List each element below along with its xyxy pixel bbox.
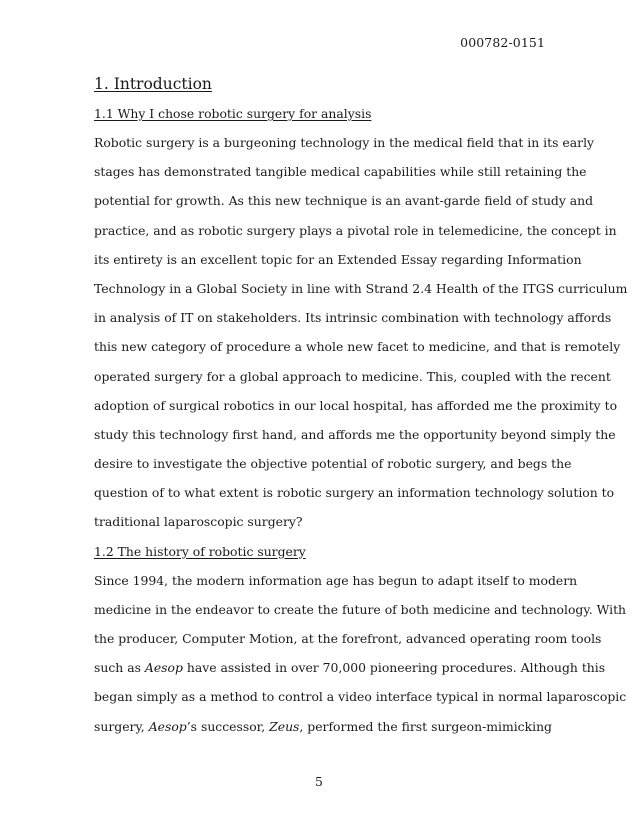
italic-term-zeus: Zeus xyxy=(269,718,300,734)
paragraph-history xyxy=(94,571,627,746)
paragraph-line: operated surgery for a global approach to medicine. This, coupled with the recent xyxy=(94,368,611,384)
document-id: 000782-0151 xyxy=(460,35,545,50)
text-run: have assisted in over 70,000 pioneering procedures. Although this xyxy=(182,660,606,676)
paragraph-line: the producer, Computer Motion, at the forefront, advanced operating room tools xyxy=(94,631,602,646)
text-run: such as xyxy=(94,660,145,676)
section-heading-introduction: 1. Introduction xyxy=(94,75,212,93)
paragraph-line: practice, and as robotic surgery plays a pivotal role in telemedicine, the concept in xyxy=(94,222,617,238)
paragraph-line: stages has demonstrated tangible medical capabilities while still retaining the xyxy=(94,164,587,180)
paragraph-line xyxy=(94,717,564,746)
paragraph-line: its entirety is an excellent topic for an Extended Essay regarding Information xyxy=(94,251,582,267)
paragraph-why-robotic-surgery xyxy=(94,133,628,542)
italic-term-aesop: Aesop xyxy=(144,660,183,676)
paragraph-line: traditional laparoscopic surgery? xyxy=(94,514,303,530)
paragraph-line: medicine in the endeavor to create the future of both medicine and technology. With xyxy=(94,601,627,617)
subsection-heading-why-robotic-surgery: 1.1 Why I chose robotic surgery for analysis xyxy=(94,106,372,121)
page-content xyxy=(94,74,628,746)
paragraph-line: desire to investigate the objective potential of robotic surgery, and begs the xyxy=(94,456,572,472)
paragraph-line: this new category of procedure a whole new facet to medicine, and that is remotely xyxy=(94,339,621,355)
paragraph-line: Robotic surgery is a burgeoning technology in the medical field that in its early xyxy=(94,135,595,150)
page-number: 5 xyxy=(315,774,323,789)
paragraph-line: potential for growth. As this new technique is an avant-garde field of study and xyxy=(94,193,594,209)
paragraph-line: question of to what extent is robotic surgery an information technology solution to xyxy=(94,485,615,501)
italic-term-aesop: Aesop xyxy=(148,718,187,734)
subsection-heading-history: 1.2 The history of robotic surgery xyxy=(94,543,306,559)
paragraph-line: Since 1994, the modern information age has begun to adapt itself to modern xyxy=(94,572,578,588)
paragraph-line xyxy=(94,658,606,687)
text-run: , performed the first surgeon-mimicking xyxy=(299,718,552,734)
paragraph-line: in analysis of IT on stakeholders. Its intrinsic combination with technology affords xyxy=(94,310,612,326)
paragraph-line: adoption of surgical robotics in our local hospital, has afforded me the proximity to xyxy=(94,397,618,413)
paragraph-line: study this technology first hand, and affords me the opportunity beyond simply the xyxy=(94,426,616,442)
paragraph-line: began simply as a method to control a video interface typical in normal laparoscopic xyxy=(94,689,627,705)
text-run: surgery, xyxy=(94,718,149,734)
text-run: ’s successor, xyxy=(186,718,270,734)
paragraph-line: Technology in a Global Society in line with Strand 2.4 Health of the ITGS curriculum xyxy=(94,280,628,296)
